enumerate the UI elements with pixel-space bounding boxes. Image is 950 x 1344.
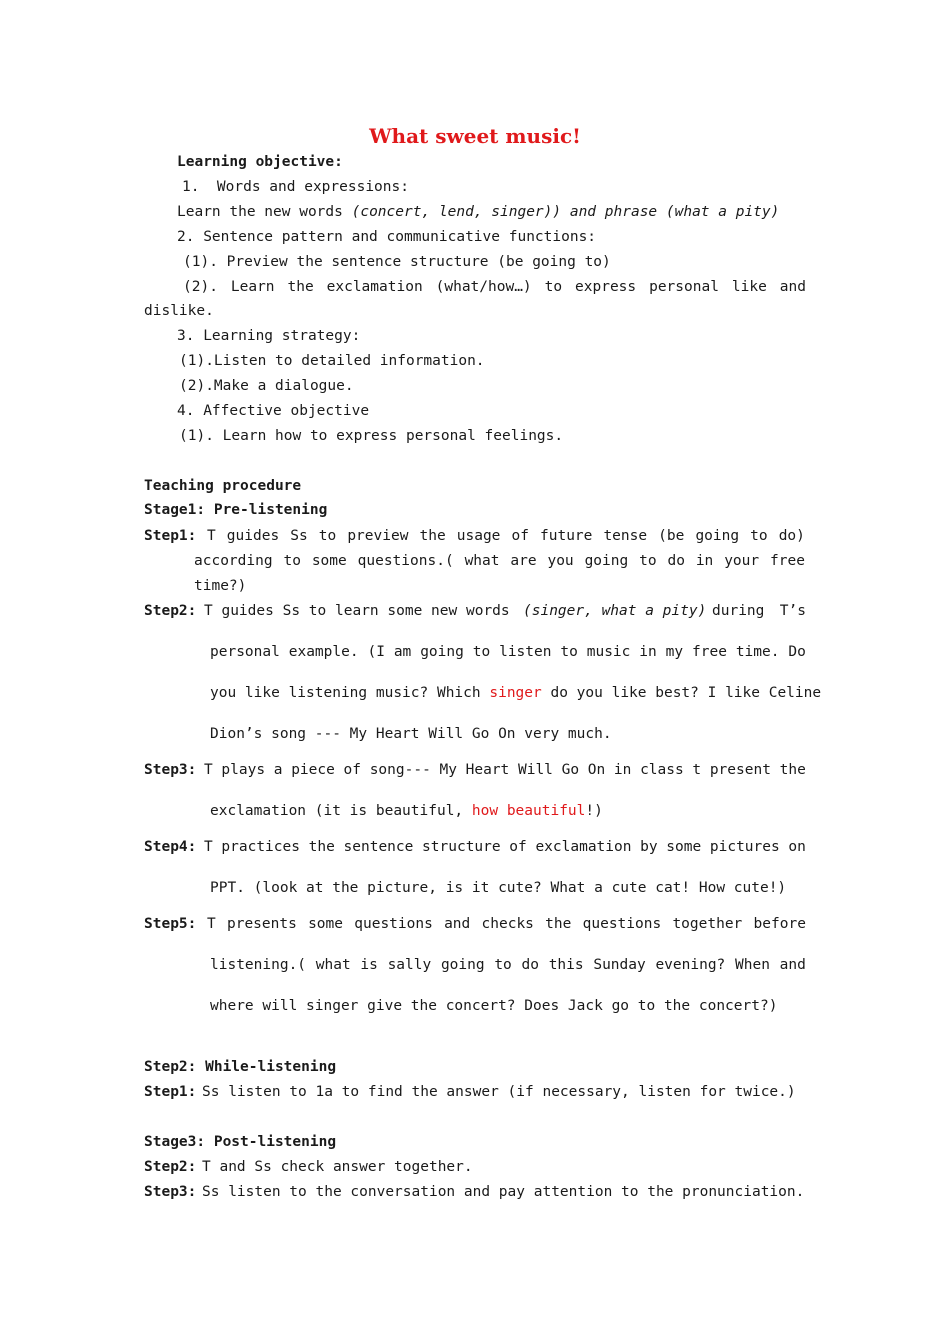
word: plays [221,762,266,778]
word: to [318,528,337,544]
word: together [672,916,743,932]
word: according [194,553,273,569]
post-step3-text: Ss listen to the conversation and pay attention to the pronunciation. [202,1184,805,1200]
word: your [724,553,760,569]
word: sentence [343,839,414,855]
objective-item-3-1: (1).Listen to detailed information. [179,353,485,369]
word: in [613,762,632,778]
pre-step1-line3: time?) [194,578,247,594]
word: my [665,644,684,660]
word: checks [481,916,534,932]
word: personal [210,644,280,660]
word: to [472,644,491,660]
word: present [709,762,771,778]
pre-step2-line4: Dion’s song --- My Heart Will Go On very much. [210,726,612,742]
word: evening? [655,957,726,973]
pre-step1-line1 [207,526,805,546]
word: (be [658,528,685,544]
pre-step1-line2 [194,551,805,571]
objective-item-2-2 [183,277,806,297]
word: Go [561,762,580,778]
highlight-how-beautiful: how beautiful [471,803,586,819]
word: future [540,528,593,544]
objective-item-1: 1. Words and expressions: [182,179,409,195]
word: some [387,603,423,619]
post-step3-label: Step3: [144,1184,197,1200]
word: structure [422,839,501,855]
pre-step4-line2: PPT. (look at the picture, is it cute? What a cute cat! How cute!) [210,880,787,896]
word: and [779,279,806,295]
word: the [545,916,572,932]
word: on [788,839,806,855]
stage2-label: Step2 [144,1059,188,1075]
page-title: What sweet music! [369,124,581,148]
word: is [360,957,378,973]
word: music [586,644,631,660]
word: free [692,644,727,660]
word: some [308,916,343,932]
word: sally [387,957,432,973]
pre-step5-line2 [210,955,806,975]
pre-step2-line3 [210,683,821,703]
pre-step5-line3: where will singer give the concert? Does Jack go to the concert?) [210,998,778,1014]
pre-step3-line2-a: exclamation (it is beautiful, [210,803,472,819]
words-line-prefix: Learn the new words [177,204,352,220]
objectives-heading: Learning objective: [177,154,343,170]
word: before [753,916,806,932]
word: the [419,528,446,544]
pre-step2-line3-b: do you like best? I like Celine [541,685,822,701]
word: what [464,553,500,569]
objective-words-line [177,202,779,222]
objective-item-3-2: (2).Make a dialogue. [179,378,354,394]
word: listening.( [210,957,307,973]
word: questions [582,916,662,932]
word: class [640,762,684,778]
word: what [315,957,351,973]
word: guides [226,528,280,544]
word: exclamation [326,279,423,295]
word: T [207,916,216,932]
word: in [695,553,714,569]
word: learn [335,603,379,619]
word: T [207,528,216,544]
word: tense [603,528,648,544]
post-step2-label: Step2: [144,1159,197,1175]
word: in [639,644,657,660]
word: the [779,762,806,778]
word: the [308,839,335,855]
pre-step2-line2 [210,642,806,662]
word: Learn [230,279,275,295]
word: Do [788,644,806,660]
word: do [521,957,539,973]
word: T [204,762,213,778]
pre-step3-line2-b: !) [585,803,603,819]
word: questions.( [357,553,454,569]
word: going [440,957,485,973]
word: of [509,839,527,855]
word: guides [221,603,274,619]
pre-step4-label: Step4: [144,839,197,855]
word: t [692,762,702,778]
pre-step2-line1-a [204,601,510,621]
word: example. [288,644,359,660]
word: words [465,603,510,619]
word: My [439,762,457,778]
word: and [444,916,471,932]
word: Heart [465,762,510,778]
pre-step2-line1-italic: (singer, what a pity) [523,603,707,619]
pre-step5-line1 [207,914,806,934]
word: to [544,279,563,295]
post-step2-text: T and Ss check answer together. [202,1159,473,1175]
word: (what/how…) [435,279,532,295]
pre-step3-label: Step3: [144,762,197,778]
word: to [494,957,512,973]
word: some [311,553,347,569]
word: (I [367,644,385,660]
word: Sunday [593,957,646,973]
while-step1-text: Ss listen to 1a to find the answer (if necessary, listen for twice.) [202,1084,796,1100]
pre-step4-line1 [204,837,806,857]
word: do) [778,528,805,544]
word: and [779,957,806,973]
procedure-heading: Teaching procedure [144,478,302,494]
word: Will [517,762,553,778]
word: listen [499,644,552,660]
word: time. [735,644,780,660]
word: personal [649,279,719,295]
word: T [204,839,213,855]
word: to [308,603,327,619]
word: exclamation [535,839,632,855]
word: piece [291,762,335,778]
word: (2). [183,279,218,295]
word: this [548,957,584,973]
word: practices [221,839,300,855]
stage2-heading [144,1057,336,1077]
pre-step1-label: Step1: [144,528,197,544]
words-line-italic: (concert, lend, singer)) and phrase (what a pity) [351,204,780,220]
word: When [735,957,770,973]
stage2-rest: : While-listening [187,1059,337,1075]
word: like [731,279,767,295]
word: do [667,553,685,569]
pre-step2-label: Step2: [144,603,197,619]
word: are [510,553,537,569]
word: some [666,839,702,855]
word: by [640,839,658,855]
word: you [547,553,574,569]
objective-item-3: 3. Learning strategy: [177,328,361,344]
word: to [283,553,301,569]
word: usage [456,528,501,544]
while-step1-label: Step1: [144,1084,197,1100]
word: On [587,762,606,778]
word: Ss [290,528,308,544]
highlight-singer: singer [489,685,542,701]
word: to [639,553,657,569]
word: of [343,762,361,778]
word: T’s [779,603,806,619]
word: Ss [282,603,301,619]
objective-item-2-1: (1). Preview the sentence structure (be going to) [183,254,611,270]
word: going [695,528,740,544]
word: to [560,644,578,660]
objective-item-4: 4. Affective objective [177,403,370,419]
word: pictures [709,839,780,855]
pre-step5-label: Step5: [144,916,197,932]
pre-step2-line3-a: you like listening music? Which [210,685,490,701]
pre-step2-line1-b [712,601,806,621]
stage3-heading: Stage3: Post-listening [144,1134,337,1150]
word: T [204,603,213,619]
word: questions [354,916,433,932]
pre-step3-line2 [210,801,603,821]
word: presents [226,916,297,932]
stage1-heading: Stage1: Pre-listening [144,502,328,518]
word: during [712,603,765,619]
word: the [287,279,314,295]
word: free [770,553,805,569]
word: express [575,279,637,295]
word: going [584,553,629,569]
word: new [431,603,458,619]
objective-item-4-1: (1). Learn how to express personal feelings. [179,428,564,444]
word: preview [347,528,409,544]
word: of [511,528,529,544]
word: to [750,528,768,544]
objective-item-2: 2. Sentence pattern and communicative functions: [177,229,597,245]
word: going [420,644,464,660]
word: am [393,644,412,660]
pre-step3-line1 [204,760,806,780]
word: a [273,762,283,778]
objective-item-2-2-cont: dislike. [144,303,214,319]
word: song--- [369,762,431,778]
